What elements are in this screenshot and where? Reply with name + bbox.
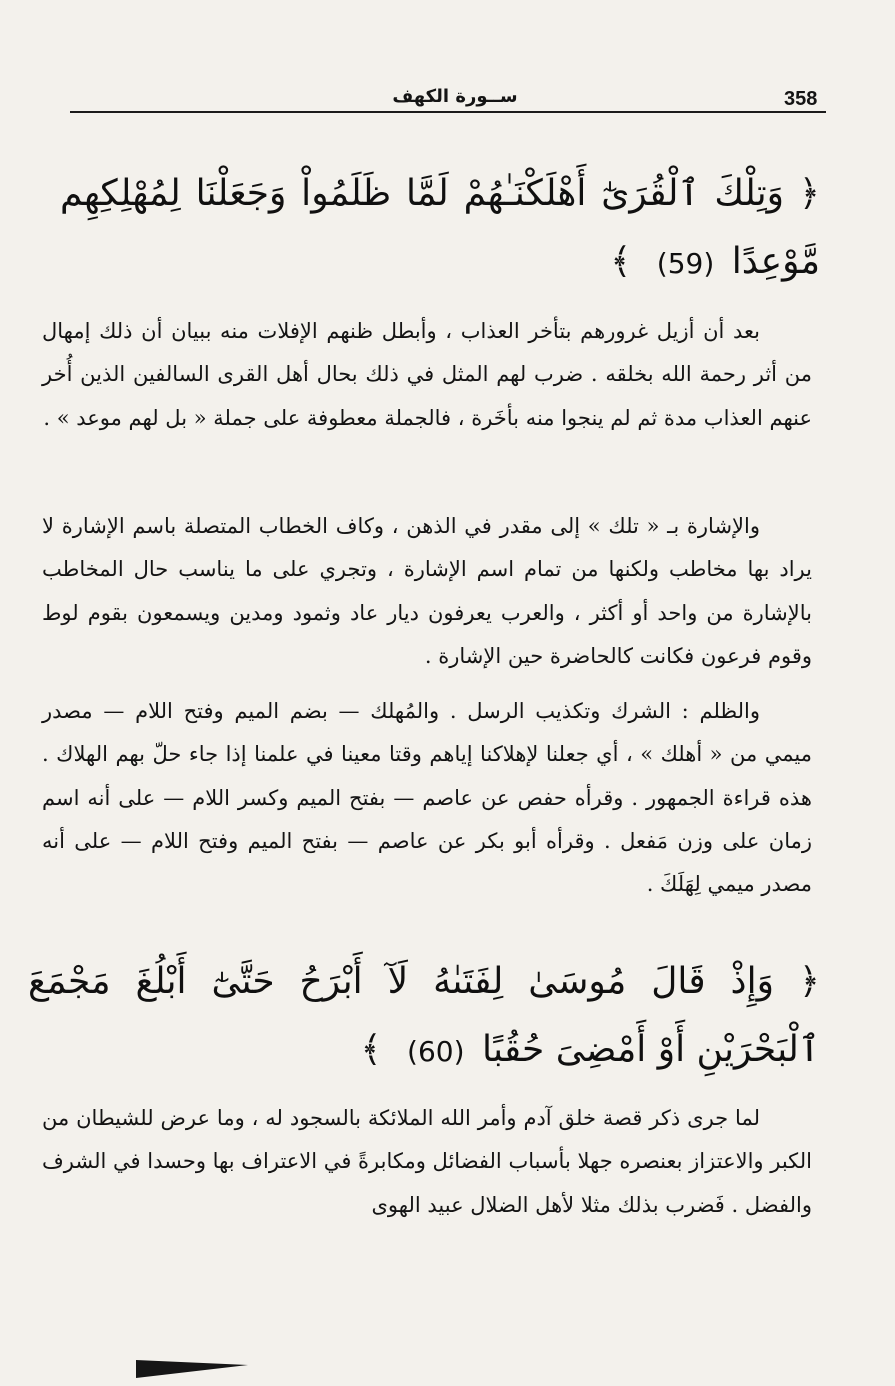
quran-verse-59 [60,160,820,298]
commentary-text: لما جرى ذكر قصة خلق آدم وأمر الله الملائكة بالسجود له ، وما عرض للشيطان من الكبر والاعتزاز بعنصره جهلا بأسباب الفضائل ومكابرةً في الاعتراف بها وحسدا في الشرف والفضل . فَضرب بذلك مثلا لأهل الضلال عبيد الهوى [42,1106,812,1217]
commentary-text: والإشارة بـ « تلك » إلى مقدر في الذهن ، وكاف الخطاب المتصلة باسم الإشارة لا يراد بها مخاطب ولكنها من تمام اسم الإشارة ، وتجري على ما يناسب حال المخاطب بالإشارة من واحد أو أكثر ، والعرب يعرفون ديار عاد وثمود ومدين ويسمعون بقوم لوط وقوم فرعون فكانت كالحاضرة حين الإشارة . [42,514,812,668]
commentary-text: بعد أن أزيل غرورهم بتأخر العذاب ، وأبطل ظنهم الإفلات منه ببيان أن ذلك إمهال من أثر رحمة الله بخلقه . ضرب لهم المثل في ذلك بحال أهل القرى السالفين الذين أُخر عنهم العذاب مدة ثم لم ينجوا منه بأخَرة ، فالجملة معطوفة على جملة « بل لهم موعد » . [42,319,812,430]
commentary-paragraph [42,1097,812,1227]
verse-59-number: (59) [656,247,715,280]
verse-end-ornament: ﴾ [360,1029,382,1070]
commentary-paragraph [42,505,812,678]
verse-59-text: ﴿ وَتِلْكَ ٱلْقُرَىٰٓ أَهْلَكْنَـٰهُمْ لَمَّا ظَلَمُواْ وَجَعَلْنَا لِمُهْلِكِهِم مَّوْعِدًا [60,173,820,282]
quran-verse-60 [28,948,820,1086]
page-number: 358 [784,88,818,110]
footer-mark [136,1360,248,1378]
verse-60-number: (60) [407,1035,465,1068]
commentary-text: والظلم : الشرك وتكذيب الرسل . والمُهلك — بضم الميم وفتح اللام — مصدر ميمي من « أهلك » ، أي جعلنا لإهلاكنا إياهم وقتا معينا في علمنا إذا جاء حلّ بهم الهلاك . هذه قراءة الجمهور . وقرأه حفص عن عاصم — بفتح الميم وكسر اللام — على أنه اسم زمان على وزن مَفعل . وقرأه أبو بكر عن عاصم — بفتح الميم وفتح اللام — على أنه مصدر ميمي لِهَلَكَ . [42,699,812,897]
surah-title: ســورة الكهف [392,86,518,107]
verse-60-text: ﴿ وَإِذْ قَالَ مُوسَىٰ لِفَتَىٰهُ لَآ أَبْرَحُ حَتَّىٰٓ أَبْلُغَ مَجْمَعَ ٱلْبَحْرَيْنِ أَوْ أَمْضِىَ حُقُبًا [28,961,820,1070]
header-divider [70,111,826,113]
commentary-paragraph [42,690,812,906]
commentary-paragraph [42,310,812,440]
verse-end-ornament: ﴾ [610,241,632,282]
